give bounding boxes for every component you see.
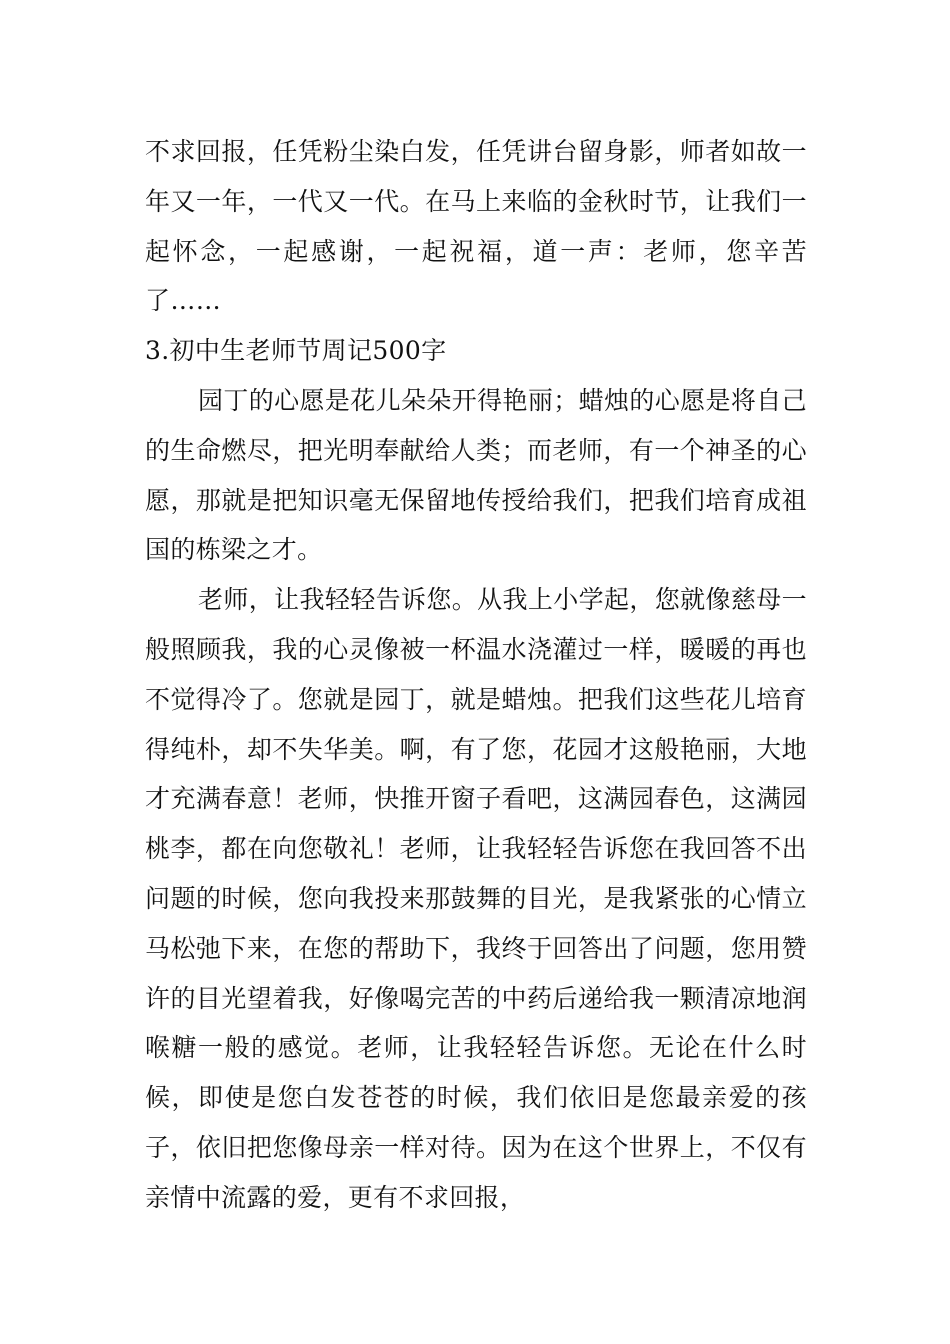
section-heading: 3.初中生老师节周记500字 bbox=[145, 336, 447, 366]
paragraph-gardener-wish: 园丁的心愿是花儿朵朵开得艳丽；蜡烛的心愿是将自己的生命燃尽，把光明奉献给人类；而老师，有一个神圣的心愿，那就是把知识毫无保留地传授给我们，把我们培育成祖国的栋梁之才。 bbox=[145, 385, 807, 565]
paragraph-teacher-letter: 老师，让我轻轻告诉您。从我上小学起，您就像慈母一般照顾我，我的心灵像被一杯温水浇灌过一样，暖暖的再也不觉得冷了。您就是园丁，就是蜡烛。把我们这些花儿培育得纯朴，却不失华美。啊，有了您，花园才这般艳丽，大地才充满春意！老师，快推开窗子看吧，这满园春色，这满园桃李，都在向您敬礼！老师，让我轻轻告诉您在我回答不出问题的时候，您向我投来那鼓舞的目光，是我紧张的心情立马松弛下来，在您的帮助下，我终于回答出了问题，您用赞许的目光望着我，好像喝完苦的中药后递给我一颗清凉地润喉糖一般的感觉。老师，让我轻轻告诉您。无论在什么时候，即使是您白发苍苍的时候，我们依旧是您最亲爱的孩子，依旧把您像母亲一样对待。因为在这个世界上，不仅有亲情中流露的爱，更有不求回报， bbox=[145, 585, 807, 1212]
paragraph-continuation: 不求回报，任凭粉尘染白发，任凭讲台留身影，师者如故一年又一年，一代又一代。在马上来临的金秋时节，让我们一起怀念，一起感谢，一起祝福，道一声：老师，您辛苦了…… bbox=[145, 137, 807, 316]
document-page bbox=[145, 127, 807, 1223]
